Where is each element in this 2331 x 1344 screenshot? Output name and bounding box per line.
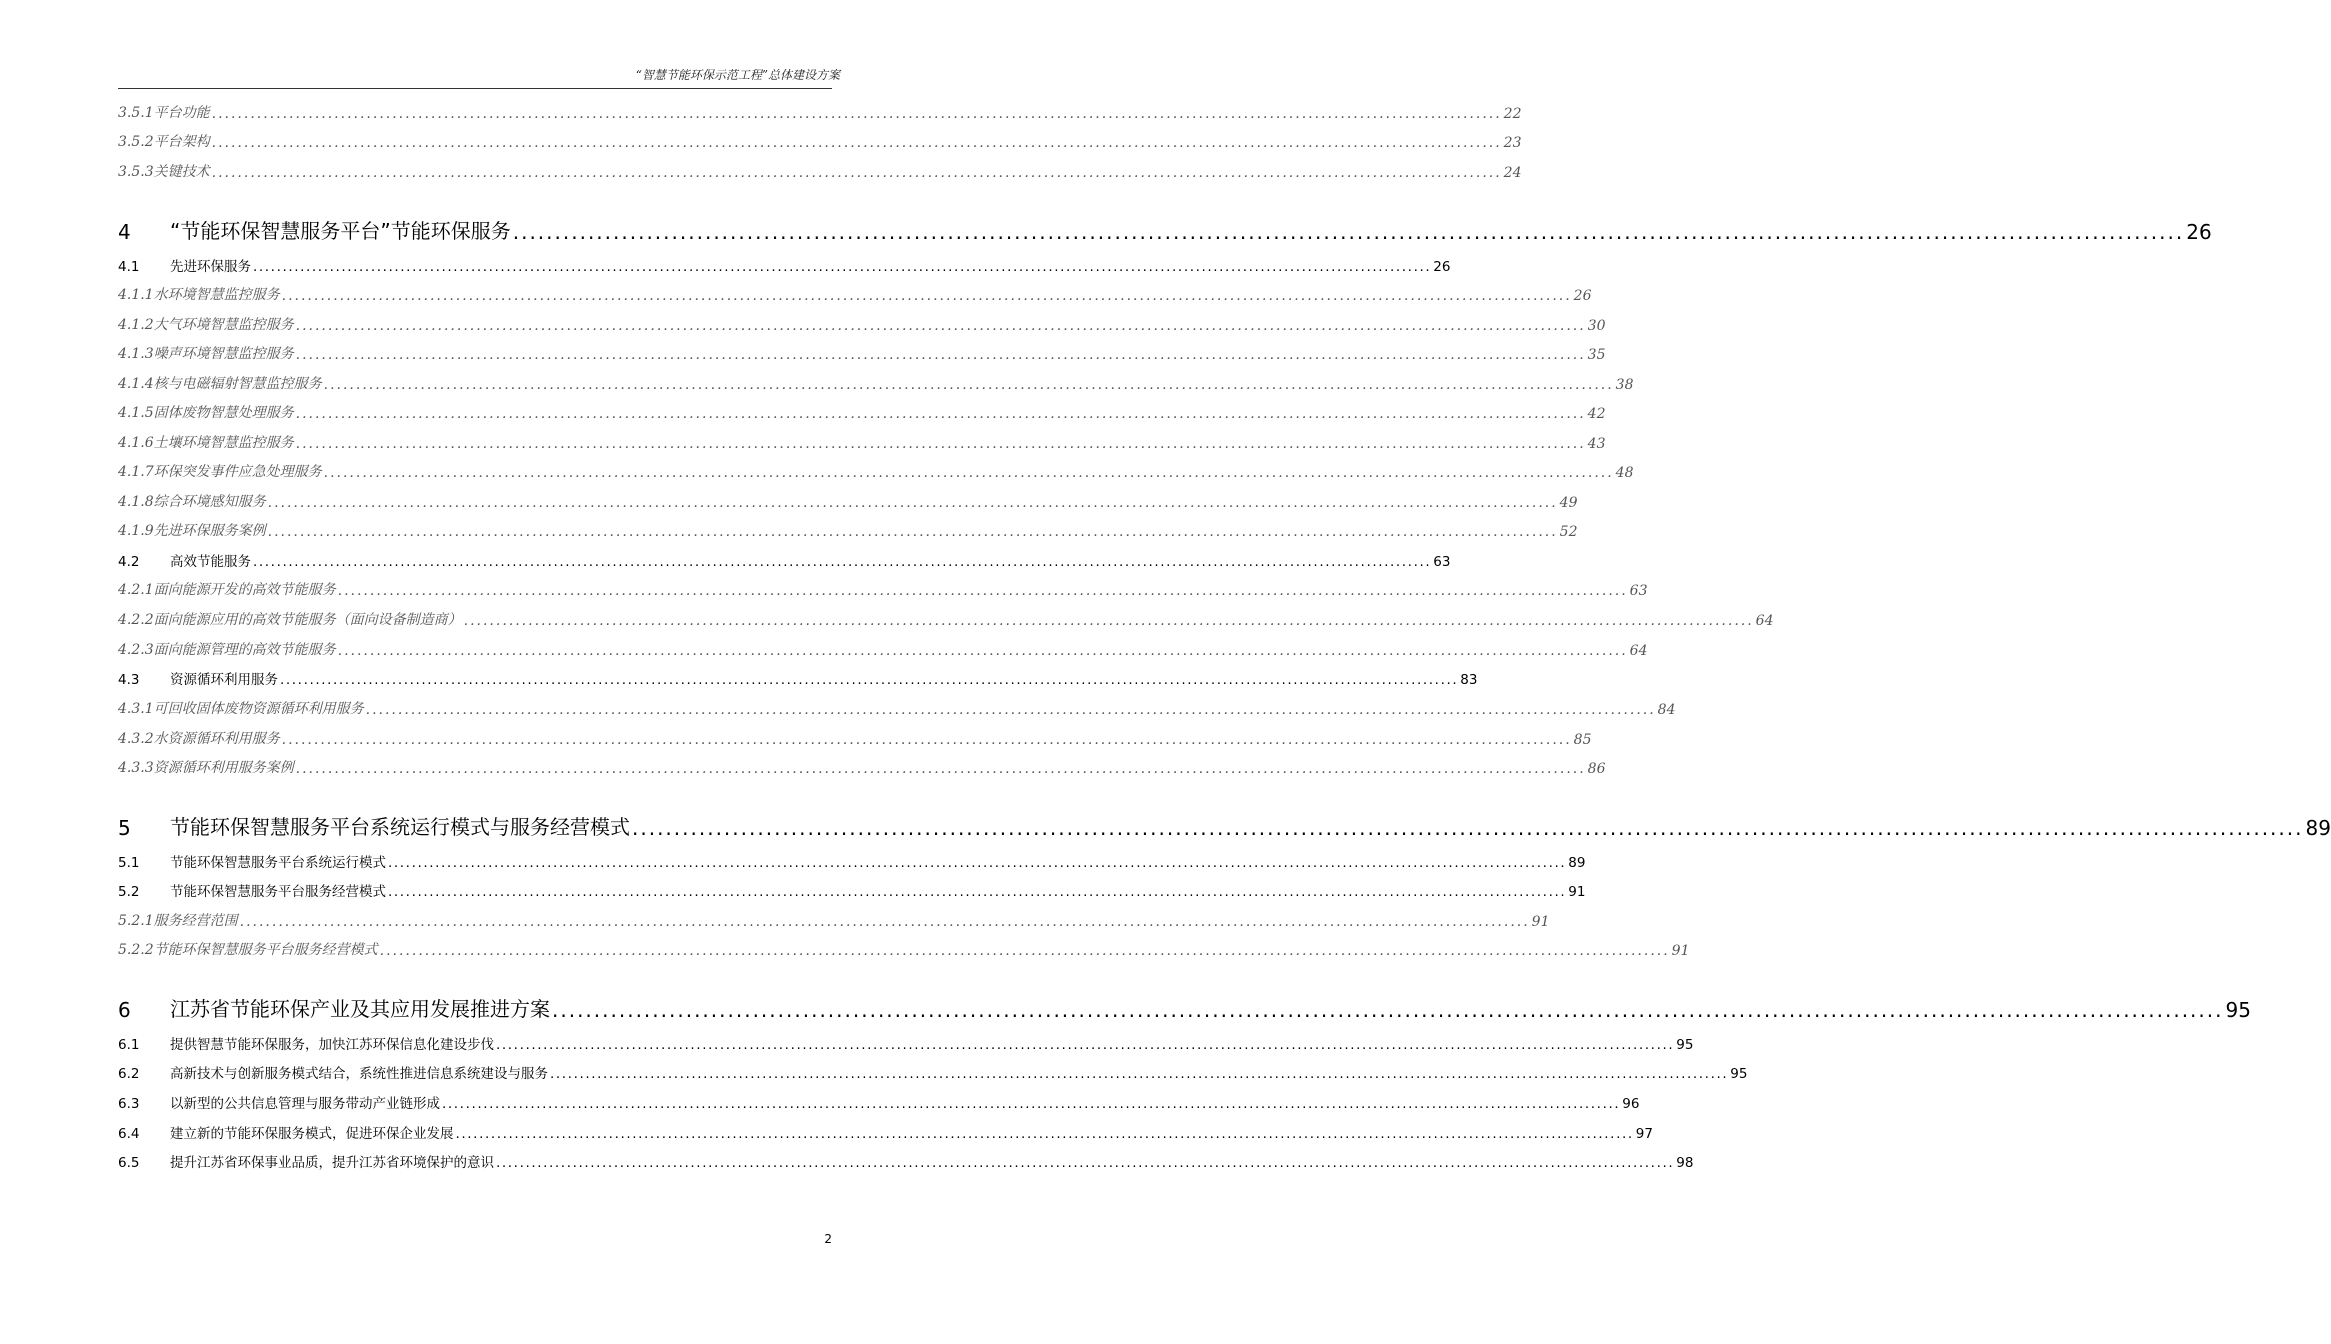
toc-entry[interactable]	[118, 1090, 1640, 1112]
toc-entry[interactable]	[118, 937, 1690, 959]
dot-leader: ........................................................................................................................................................................................................	[455, 1126, 1634, 1142]
toc-entry-page: 43	[1587, 436, 1606, 452]
dot-leader: ........................................................................................................................................................................................................	[379, 943, 1670, 959]
toc-entry[interactable]	[118, 253, 1451, 275]
toc-entry-page: 91	[1531, 914, 1550, 930]
toc-entry-page: 95	[1730, 1066, 1748, 1082]
toc-entry[interactable]	[118, 1120, 1653, 1142]
dot-leader: ........................................................................................................................................................................................................	[550, 1066, 1729, 1082]
toc-entry-title: 4.1.5固体废物智慧处理服务	[118, 405, 294, 421]
toc-entry-title: 4.2.3面向能源管理的高效节能服务	[118, 642, 336, 658]
toc-entry-page: 96	[1622, 1096, 1640, 1112]
toc-entry-title: 4.1.2大气环境智慧监控服务	[118, 317, 294, 333]
toc-entry[interactable]	[118, 430, 1606, 452]
toc-entry-page: 30	[1587, 318, 1606, 334]
toc-entry[interactable]	[118, 1031, 1694, 1053]
dot-leader: ........................................................................................................................................................................................................	[496, 1155, 1675, 1171]
toc-entry-number: 5.2	[118, 884, 140, 900]
toc-entry[interactable]	[118, 159, 1522, 181]
toc-entry-page: 26	[2186, 220, 2212, 244]
toc-entry-page: 95	[1676, 1037, 1694, 1053]
toc-entry[interactable]	[118, 577, 1648, 599]
toc-entry[interactable]	[118, 726, 1592, 748]
toc-entry-title: 提供智慧节能环保服务，加快江苏环保信息化建设步伐	[170, 1037, 494, 1053]
toc-entry-number: 6	[118, 998, 131, 1022]
dot-leader: ........................................................................................................................................................................................................	[323, 377, 1614, 393]
toc-entry-number: 6.5	[118, 1155, 140, 1171]
toc-entry[interactable]	[118, 518, 1578, 540]
toc-entry-number: 4.2	[118, 554, 140, 570]
toc-entry-page: 64	[1629, 643, 1648, 659]
toc-entry[interactable]	[118, 666, 1478, 688]
toc-entry[interactable]	[118, 637, 1648, 659]
toc-entry-page: 97	[1635, 1126, 1653, 1142]
toc-entry-page: 26	[1433, 259, 1451, 275]
dot-leader: ........................................................................................................................................................................................................	[337, 643, 1628, 659]
toc-entry[interactable]	[118, 100, 1522, 122]
dot-leader: ........................................................................................................................................................................................................	[323, 465, 1614, 481]
toc-entry-page: 91	[1671, 943, 1690, 959]
toc-entry-title: 高效节能服务	[170, 554, 251, 570]
toc-entry-page: 89	[2305, 816, 2331, 840]
toc-entry[interactable]	[118, 489, 1578, 511]
toc-entry-title: “节能环保智慧服务平台”节能环保服务	[170, 219, 511, 243]
toc-entry-title: 高新技术与创新服务模式结合，系统性推进信息系统建设与服务	[170, 1066, 548, 1082]
toc-entry-page: 64	[1755, 613, 1774, 629]
dot-leader: ........................................................................................................................................................................................................	[295, 406, 1586, 422]
dot-leader: ........................................................................................................................................................................................................	[295, 436, 1586, 452]
dot-leader: ........................................................................................................................................................................................................	[337, 583, 1628, 599]
running-header: “智慧节能环保示范工程”总体建设方案	[635, 68, 840, 82]
toc-entry-title: 节能环保智慧服务平台服务经营模式	[170, 884, 386, 900]
toc-entry-title: 4.1.9先进环保服务案例	[118, 523, 266, 539]
dot-leader: ........................................................................................................................................................................................................	[388, 884, 1567, 900]
toc-entry-title: 资源循环利用服务	[170, 672, 278, 688]
toc-entry[interactable]	[118, 282, 1592, 304]
toc-entry-title: 提升江苏省环保事业品质，提升江苏省环境保护的意识	[170, 1155, 494, 1171]
toc-entry-number: 4.1	[118, 259, 140, 275]
dot-leader: ........................................................................................................................................................................................................	[442, 1096, 1621, 1112]
toc-entry-title: 4.1.3噪声环境智慧监控服务	[118, 346, 294, 362]
toc-entry-page: 83	[1460, 672, 1478, 688]
dot-leader: ........................................................................................................................................................................................................	[267, 524, 1558, 540]
toc-entry[interactable]	[118, 810, 2331, 840]
toc-entry-number: 4	[118, 220, 131, 244]
toc-entry-page: 84	[1657, 702, 1676, 718]
toc-entry[interactable]	[118, 607, 1774, 629]
toc-entry-title: 3.5.1平台功能	[118, 105, 210, 121]
dot-leader: ........................................................................................................................................................................................................	[295, 761, 1586, 777]
toc-entry[interactable]	[118, 878, 1586, 900]
toc-entry-title: 建立新的节能环保服务模式，促进环保企业发展	[170, 1126, 454, 1142]
toc-entry-page: 42	[1587, 406, 1606, 422]
toc-entry[interactable]	[118, 1060, 1748, 1082]
toc-entry-title: 4.3.1可回收固体废物资源循环利用服务	[118, 701, 364, 717]
toc-entry-page: 89	[1568, 855, 1586, 871]
toc-entry[interactable]	[118, 696, 1676, 718]
toc-entry-title: 4.1.4核与电磁辐射智慧监控服务	[118, 376, 322, 392]
dot-leader: ........................................................................................................................................................................................................	[512, 220, 2185, 244]
toc-entry-page: 98	[1676, 1155, 1694, 1171]
dot-leader: ........................................................................................................................................................................................................	[253, 259, 1432, 275]
toc-entry[interactable]	[118, 214, 2212, 244]
toc-entry-page: 49	[1559, 495, 1578, 511]
dot-leader: ........................................................................................................................................................................................................	[253, 554, 1432, 570]
toc-entry-page: 26	[1573, 288, 1592, 304]
dot-leader: ........................................................................................................................................................................................................	[388, 855, 1567, 871]
dot-leader: ........................................................................................................................................................................................................	[552, 998, 2224, 1022]
toc-entry-title: 4.1.6土壤环境智慧监控服务	[118, 435, 294, 451]
toc-entry[interactable]	[118, 341, 1606, 363]
toc-entry-title: 4.2.2面向能源应用的高效节能服务（面向设备制造商）	[118, 612, 462, 628]
toc-entry-page: 85	[1573, 732, 1592, 748]
toc-entry-title: 4.1.7环保突发事件应急处理服务	[118, 464, 322, 480]
dot-leader: ........................................................................................................................................................................................................	[295, 347, 1586, 363]
toc-entry-page: 95	[2225, 998, 2251, 1022]
toc-entry[interactable]	[118, 849, 1586, 871]
toc-entry-page: 23	[1503, 135, 1522, 151]
toc-entry[interactable]	[118, 992, 2251, 1022]
dot-leader: ........................................................................................................................................................................................................	[211, 106, 1502, 122]
dot-leader: ........................................................................................................................................................................................................	[463, 613, 1754, 629]
toc-entry-title: 5.2.2节能环保智慧服务平台服务经营模式	[118, 942, 378, 958]
toc-entry[interactable]	[118, 908, 1550, 930]
toc-entry-title: 5.2.1服务经营范围	[118, 913, 238, 929]
dot-leader: ........................................................................................................................................................................................................	[280, 672, 1459, 688]
page-number: 2	[824, 1232, 832, 1246]
dot-leader: ........................................................................................................................................................................................................	[281, 732, 1572, 748]
dot-leader: ........................................................................................................................................................................................................	[295, 318, 1586, 334]
toc-entry[interactable]	[118, 1149, 1694, 1171]
toc-entry[interactable]	[118, 548, 1451, 570]
toc-entry-page: 63	[1433, 554, 1451, 570]
toc-entry-title: 4.2.1面向能源开发的高效节能服务	[118, 582, 336, 598]
toc-entry-title: 先进环保服务	[170, 259, 251, 275]
dot-leader: ........................................................................................................................................................................................................	[281, 288, 1572, 304]
toc-entry-title: 4.3.3资源循环利用服务案例	[118, 760, 294, 776]
toc-entry-page: 38	[1615, 377, 1634, 393]
toc-entry[interactable]	[118, 459, 1634, 481]
toc-entry-page: 35	[1587, 347, 1606, 363]
toc-entry-title: 节能环保智慧服务平台系统运行模式	[170, 855, 386, 871]
toc-entry-page: 86	[1587, 761, 1606, 777]
toc-entry-title: 3.5.2平台架构	[118, 134, 210, 150]
toc-entry[interactable]	[118, 371, 1634, 393]
dot-leader: ........................................................................................................................................................................................................	[267, 495, 1558, 511]
dot-leader: ........................................................................................................................................................................................................	[211, 165, 1502, 181]
toc-entry-number: 6.1	[118, 1037, 140, 1053]
toc-entry-title: 以新型的公共信息管理与服务带动产业链形成	[170, 1096, 440, 1112]
toc-entry-page: 22	[1503, 106, 1522, 122]
toc-entry-page: 91	[1568, 884, 1586, 900]
toc-entry-number: 6.3	[118, 1096, 140, 1112]
toc-entry-number: 6.4	[118, 1126, 140, 1142]
toc-entry-title: 3.5.3关键技术	[118, 164, 210, 180]
toc-entry-page: 48	[1615, 465, 1634, 481]
toc-entry-title: 节能环保智慧服务平台系统运行模式与服务经营模式	[170, 815, 630, 839]
toc-entry-page: 24	[1503, 165, 1522, 181]
toc-entry[interactable]	[118, 129, 1522, 151]
toc-entry-title: 江苏省节能环保产业及其应用发展推进方案	[170, 997, 550, 1021]
dot-leader: ........................................................................................................................................................................................................	[239, 914, 1530, 930]
toc-entry[interactable]	[118, 400, 1606, 422]
dot-leader: ........................................................................................................................................................................................................	[496, 1037, 1675, 1053]
toc-entry-number: 5	[118, 816, 131, 840]
dot-leader: ........................................................................................................................................................................................................	[365, 702, 1656, 718]
toc-entry-page: 52	[1559, 524, 1578, 540]
dot-leader: ........................................................................................................................................................................................................	[211, 135, 1502, 151]
toc-entry-title: 4.1.8综合环境感知服务	[118, 494, 266, 510]
toc-entry[interactable]	[118, 312, 1606, 334]
toc-entry-number: 5.1	[118, 855, 140, 871]
toc-entry-title: 4.3.2水资源循环利用服务	[118, 731, 280, 747]
toc-entry-number: 4.3	[118, 672, 140, 688]
dot-leader: ........................................................................................................................................................................................................	[632, 816, 2304, 840]
header-rule	[118, 88, 832, 89]
toc-entry-number: 6.2	[118, 1066, 140, 1082]
toc-entry-page: 63	[1629, 583, 1648, 599]
toc-entry-title: 4.1.1水环境智慧监控服务	[118, 287, 280, 303]
toc-entry[interactable]	[118, 755, 1606, 777]
